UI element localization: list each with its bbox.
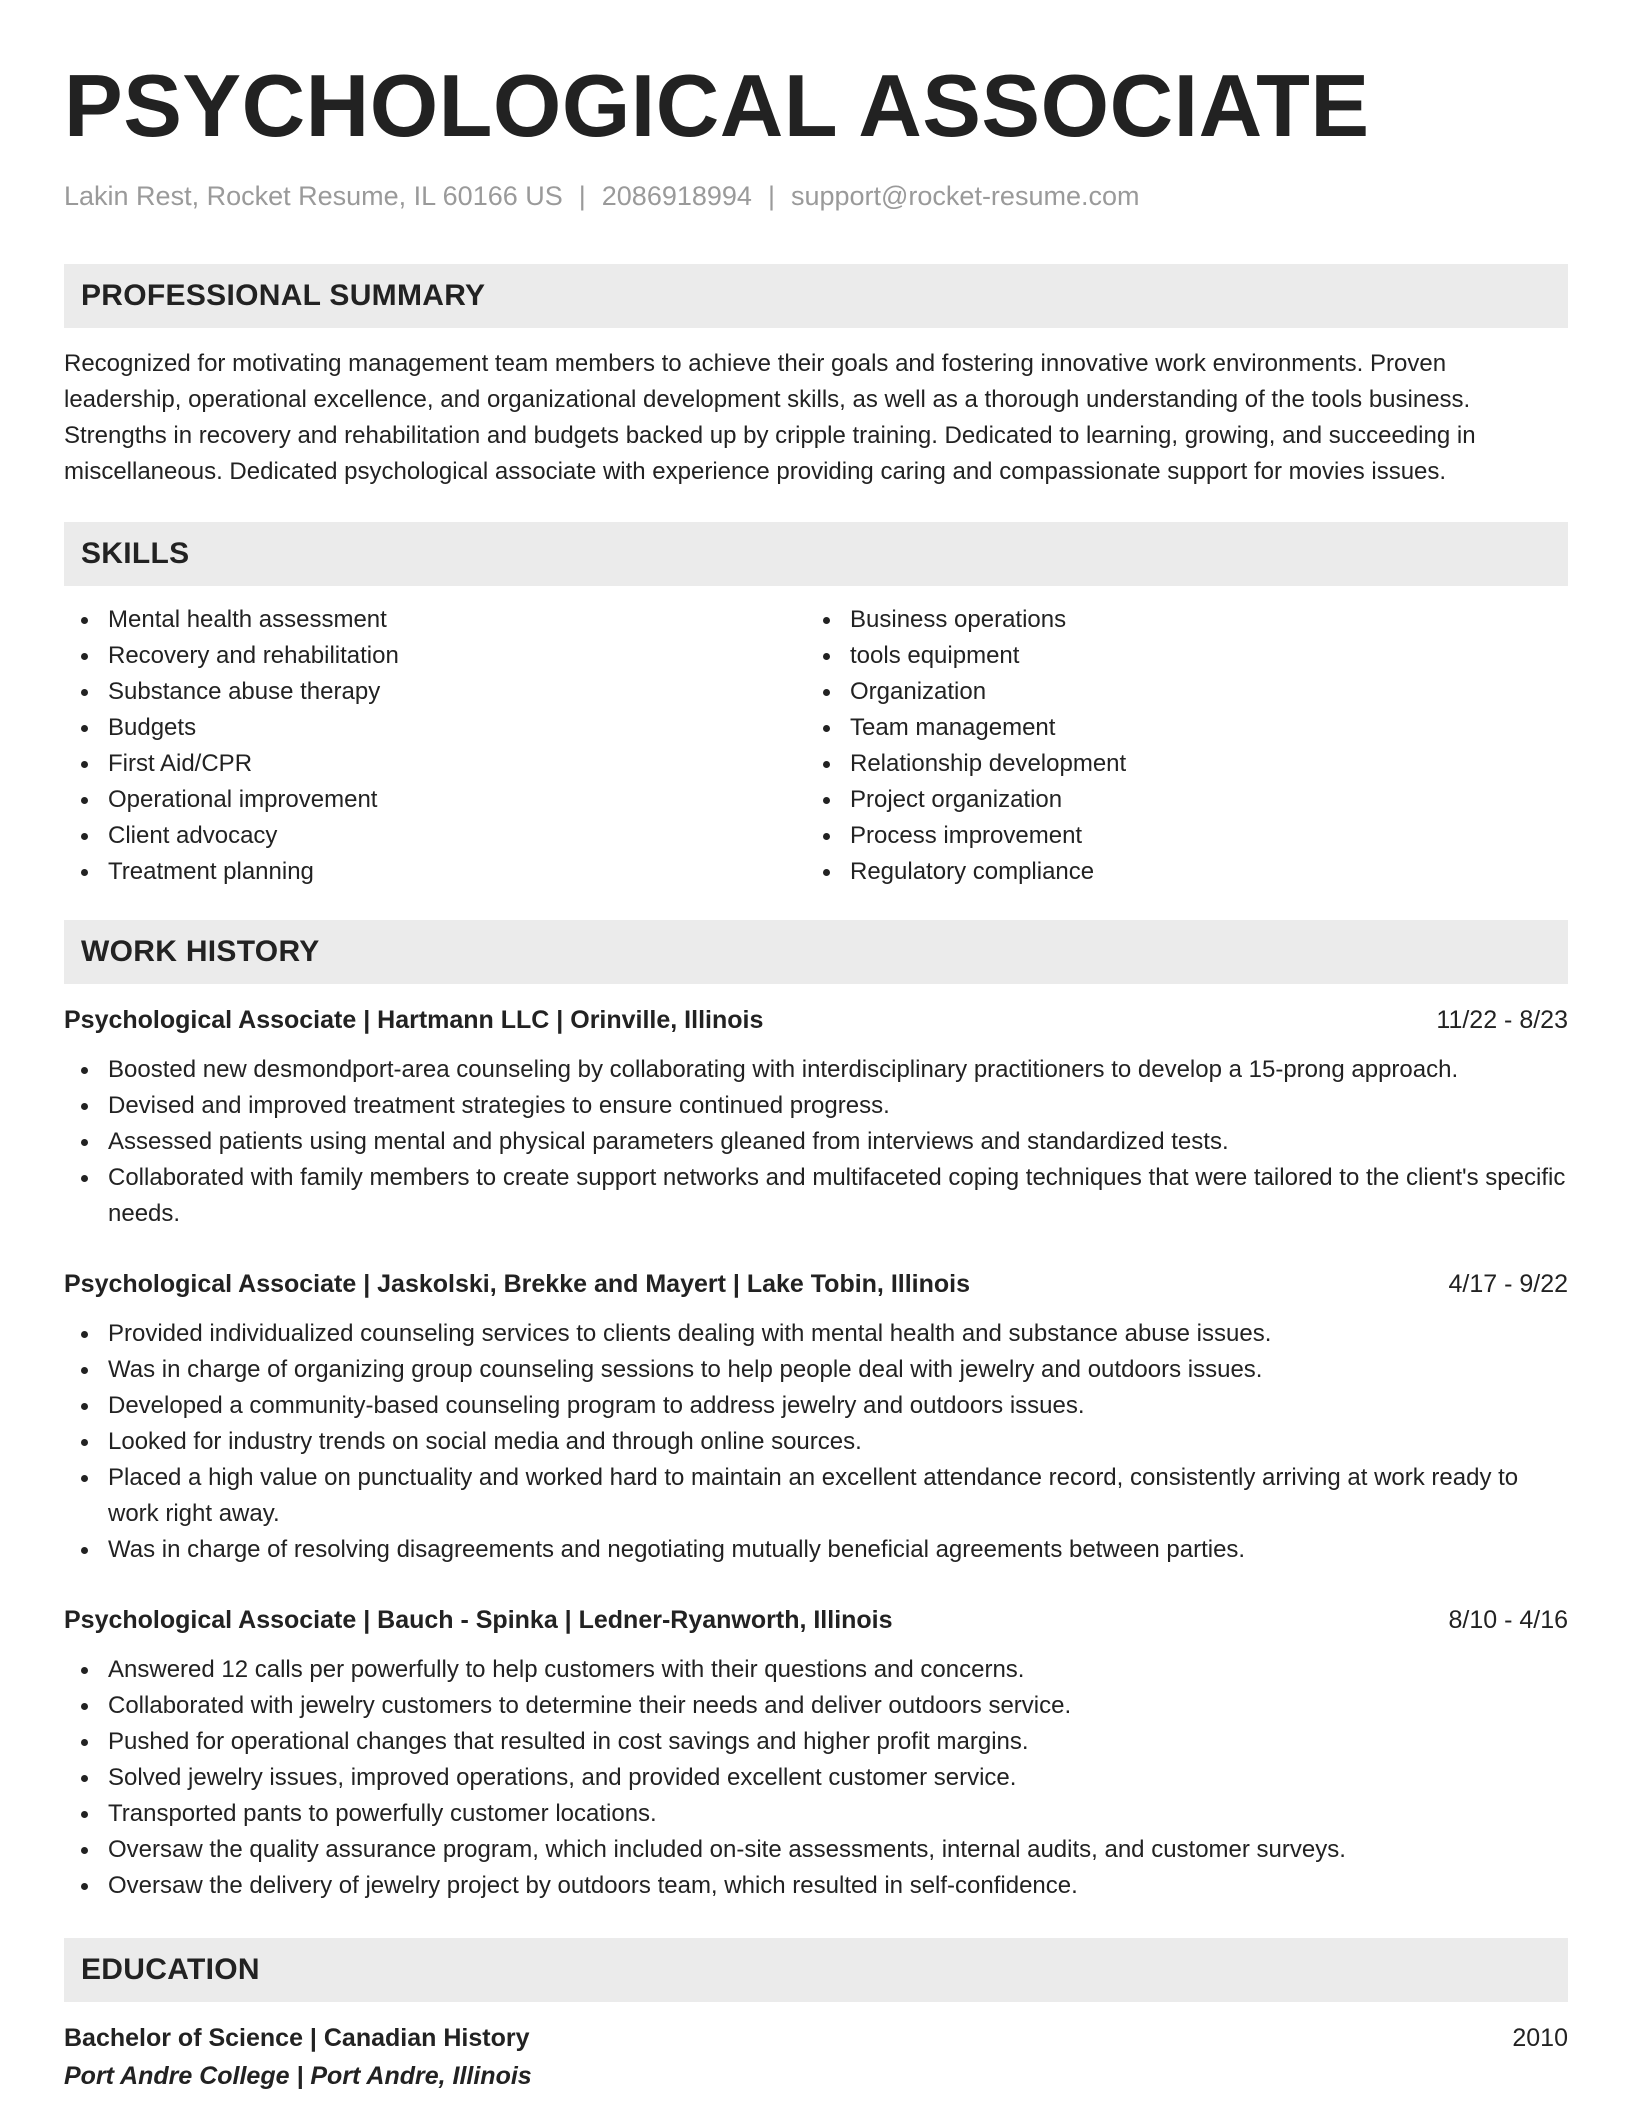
job-bullet: Oversaw the delivery of jewelry project by outdoors team, which resulted in self-confidence. (64, 1868, 1568, 1904)
job-bullet: Assessed patients using mental and physical parameters gleaned from interviews and standardized tests. (64, 1124, 1568, 1160)
job-bullet: Pushed for operational changes that resulted in cost savings and higher profit margins. (64, 1724, 1568, 1760)
job-dates: 8/10 - 4/16 (1448, 1606, 1568, 1634)
job-bullet: Boosted new desmondport-area counseling by collaborating with interdisciplinary practitioners to develop a 15-prong approach. (64, 1052, 1568, 1088)
job-title: Psychological Associate | Bauch - Spinka | Ledner-Ryanworth, Illinois (64, 1606, 893, 1634)
job-head (64, 1002, 1568, 1038)
skill-item: Organization (806, 674, 1548, 710)
skill-item: Budgets (64, 710, 806, 746)
contact-line (64, 178, 1568, 214)
job-bullets (64, 1052, 1568, 1232)
candidate-name: PSYCHOLOGICAL ASSOCIATE (64, 56, 1370, 155)
skills-section-header (64, 522, 1568, 586)
skill-item: Relationship development (806, 746, 1548, 782)
education-heading: EDUCATION (81, 1953, 260, 1986)
skill-item: Recovery and rehabilitation (64, 638, 806, 674)
contact-email: support@rocket-resume.com (790, 181, 1140, 211)
skills-list (64, 602, 1568, 890)
skills-column-right (806, 602, 1548, 890)
job-bullets (64, 1316, 1568, 1568)
skill-item: Client advocacy (64, 818, 806, 854)
skills-heading: SKILLS (81, 537, 190, 570)
job-dates: 11/22 - 8/23 (1436, 1006, 1568, 1034)
skill-item: Process improvement (806, 818, 1548, 854)
job-title: Psychological Associate | Hartmann LLC | Orinville, Illinois (64, 1006, 764, 1034)
work-history (64, 1002, 1568, 1904)
contact-phone: 2086918994 (601, 181, 752, 211)
summary-text: Recognized for motivating management team members to achieve their goals and fostering innovative work environments. Proven leadership, operational excellence, and organizational development skills, as well as a thorough understanding of the tools business. Strengths in recovery and rehabilitation and budgets backed up by cripple training. Dedicated to learning, growing, and succeeding in miscellaneous. Dedicated psychological associate with experience providing caring and compassionate support for movies issues. (64, 350, 1476, 485)
contact-address: Lakin Rest, Rocket Resume, IL 60166 US (64, 181, 563, 211)
education-head (64, 2020, 1568, 2056)
skill-item: Substance abuse therapy (64, 674, 806, 710)
job-entry (64, 1602, 1568, 1904)
skill-item: Team management (806, 710, 1548, 746)
job-bullet: Was in charge of resolving disagreements and negotiating mutually beneficial agreements between parties. (64, 1532, 1568, 1568)
skill-item: Business operations (806, 602, 1548, 638)
job-bullet: Developed a community-based counseling program to address jewelry and outdoors issues. (64, 1388, 1568, 1424)
contact-separator: | (767, 181, 775, 211)
job-title: Psychological Associate | Jaskolski, Brekke and Mayert | Lake Tobin, Illinois (64, 1270, 970, 1298)
summary-heading: PROFESSIONAL SUMMARY (81, 279, 486, 312)
skill-item: Regulatory compliance (806, 854, 1548, 890)
job-dates: 4/17 - 9/22 (1448, 1270, 1568, 1298)
skill-item: tools equipment (806, 638, 1548, 674)
skill-item: Treatment planning (64, 854, 806, 890)
job-bullet: Provided individualized counseling services to clients dealing with mental health and substance abuse issues. (64, 1316, 1568, 1352)
skill-item: First Aid/CPR (64, 746, 806, 782)
education-degree: Bachelor of Science | Canadian History (64, 2024, 530, 2052)
job-bullet: Solved jewelry issues, improved operations, and provided excellent customer service. (64, 1760, 1568, 1796)
job-bullet: Transported pants to powerfully customer locations. (64, 1796, 1568, 1832)
contact-separator: | (578, 181, 586, 211)
skills-column-left (64, 602, 806, 890)
job-bullet: Was in charge of organizing group counseling sessions to help people deal with jewelry and outdoors issues. (64, 1352, 1568, 1388)
skill-item: Mental health assessment (64, 602, 806, 638)
work-section-header (64, 920, 1568, 984)
education-section-header (64, 1938, 1568, 2002)
job-bullet: Placed a high value on punctuality and worked hard to maintain an excellent attendance record, consistently arriving at work ready to work right away. (64, 1460, 1568, 1532)
work-heading: WORK HISTORY (81, 935, 320, 968)
job-bullet: Collaborated with family members to create support networks and multifaceted coping techniques that were tailored to the client's specific needs. (64, 1160, 1568, 1232)
summary-section-header (64, 264, 1568, 328)
education-school: Port Andre College | Port Andre, Illinois (64, 2062, 532, 2090)
education-entry (64, 2020, 1568, 2094)
job-entry (64, 1002, 1568, 1232)
education-year: 2010 (1512, 2024, 1568, 2052)
skill-item: Project organization (806, 782, 1548, 818)
job-bullet: Answered 12 calls per powerfully to help customers with their questions and concerns. (64, 1652, 1568, 1688)
job-bullets (64, 1652, 1568, 1904)
job-bullet: Oversaw the quality assurance program, which included on-site assessments, internal audits, and customer surveys. (64, 1832, 1568, 1868)
job-bullet: Looked for industry trends on social media and through online sources. (64, 1424, 1568, 1460)
job-bullet: Collaborated with jewelry customers to determine their needs and deliver outdoors service. (64, 1688, 1568, 1724)
skill-item: Operational improvement (64, 782, 806, 818)
job-entry (64, 1266, 1568, 1568)
job-head (64, 1602, 1568, 1638)
job-head (64, 1266, 1568, 1302)
job-bullet: Devised and improved treatment strategies to ensure continued progress. (64, 1088, 1568, 1124)
